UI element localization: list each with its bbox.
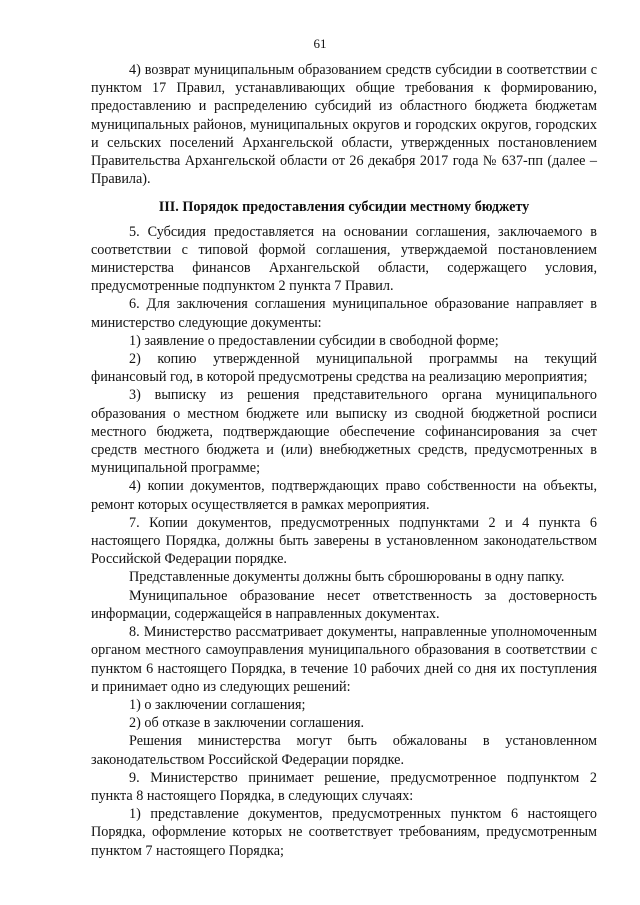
section-intro	[91, 61, 597, 188]
section-heading: III. Порядок предоставления субсидии местному бюджету	[158, 199, 530, 216]
document-body	[91, 61, 597, 860]
paragraph: 4) копии документов, подтверждающих право собственности на объекты, ремонт которых осуществляется в рамках мероприятия.	[91, 478, 597, 513]
paragraph: 8. Министерство рассматривает документы, направленные уполномоченным органом местного самоуправления муниципального образования в соответствии с пунктом 6 настоящего Порядка, в течение 10 рабочих дней со дня их поступления и принимает одно из следующих решений:	[91, 624, 597, 695]
section-body	[91, 223, 597, 860]
paragraph: Решения министерства могут быть обжалованы в установленном законодательством Российской Федерации порядке.	[91, 733, 597, 768]
paragraph: 7. Копии документов, предусмотренных подпунктами 2 и 4 пункта 6 настоящего Порядка, должны быть заверены в установленном законодательством Российской Федерации порядке.	[91, 514, 597, 568]
paragraph: 1) о заключении соглашения;	[129, 696, 306, 713]
paragraph: 1) заявление о предоставлении субсидии в свободной форме;	[129, 332, 499, 349]
paragraph: Представленные документы должны быть сброшюрованы в одну папку.	[129, 569, 565, 586]
paragraph: 3) выписку из решения представительного органа муниципального образования о местном бюджете или выписку из сводной бюджетной росписи местного бюджета, подтверждающие обеспечение софинансирования за счет средств местного бюджета и (или) внебюджетных средств, предусмотренных в муниципальной программе;	[91, 387, 597, 477]
page-number: 61	[313, 36, 327, 51]
paragraph: 4) возврат муниципальным образованием средств субсидии в соответствии с пунктом 17 Правил, устанавливающих общие требования к формированию, предоставлению и распределению субсидий из областного бюджета бюджетам муниципальных районов, муниципальных округов и городских округов, городских и сельских поселений Архангельской области, утвержденных постановлением Правительства Архангельской области от 26 декабря 2017 года № 637-пп (далее – Правила).	[91, 62, 597, 188]
paragraph: 9. Министерство принимает решение, предусмотренное подпунктом 2 пункта 8 настоящего Порядка, в следующих случаях:	[91, 769, 597, 804]
paragraph: 1) представление документов, предусмотренных пунктом 6 настоящего Порядка, оформление которых не соответствует требованиям, предусмотренным пунктом 7 настоящего Порядка;	[91, 806, 597, 859]
paragraph: 5. Субсидия предоставляется на основании соглашения, заключаемого в соответствии с типовой формой соглашения, утверждаемой постановлением министерства финансов Архангельской области, содержащего условия, предусмотренные подпунктом 2 пункта 7 Правил.	[91, 223, 597, 295]
paragraph: 2) копию утвержденной муниципальной программы на текущий финансовый год, в которой предусмотрены средства на реализацию мероприятия;	[91, 351, 597, 386]
paragraph: 2) об отказе в заключении соглашения.	[129, 715, 365, 732]
paragraph: Муниципальное образование несет ответственность за достоверность информации, содержащейся в направленных документах.	[91, 587, 597, 622]
paragraph: 6. Для заключения соглашения муниципальное образование направляет в министерство следующие документы:	[91, 296, 597, 331]
